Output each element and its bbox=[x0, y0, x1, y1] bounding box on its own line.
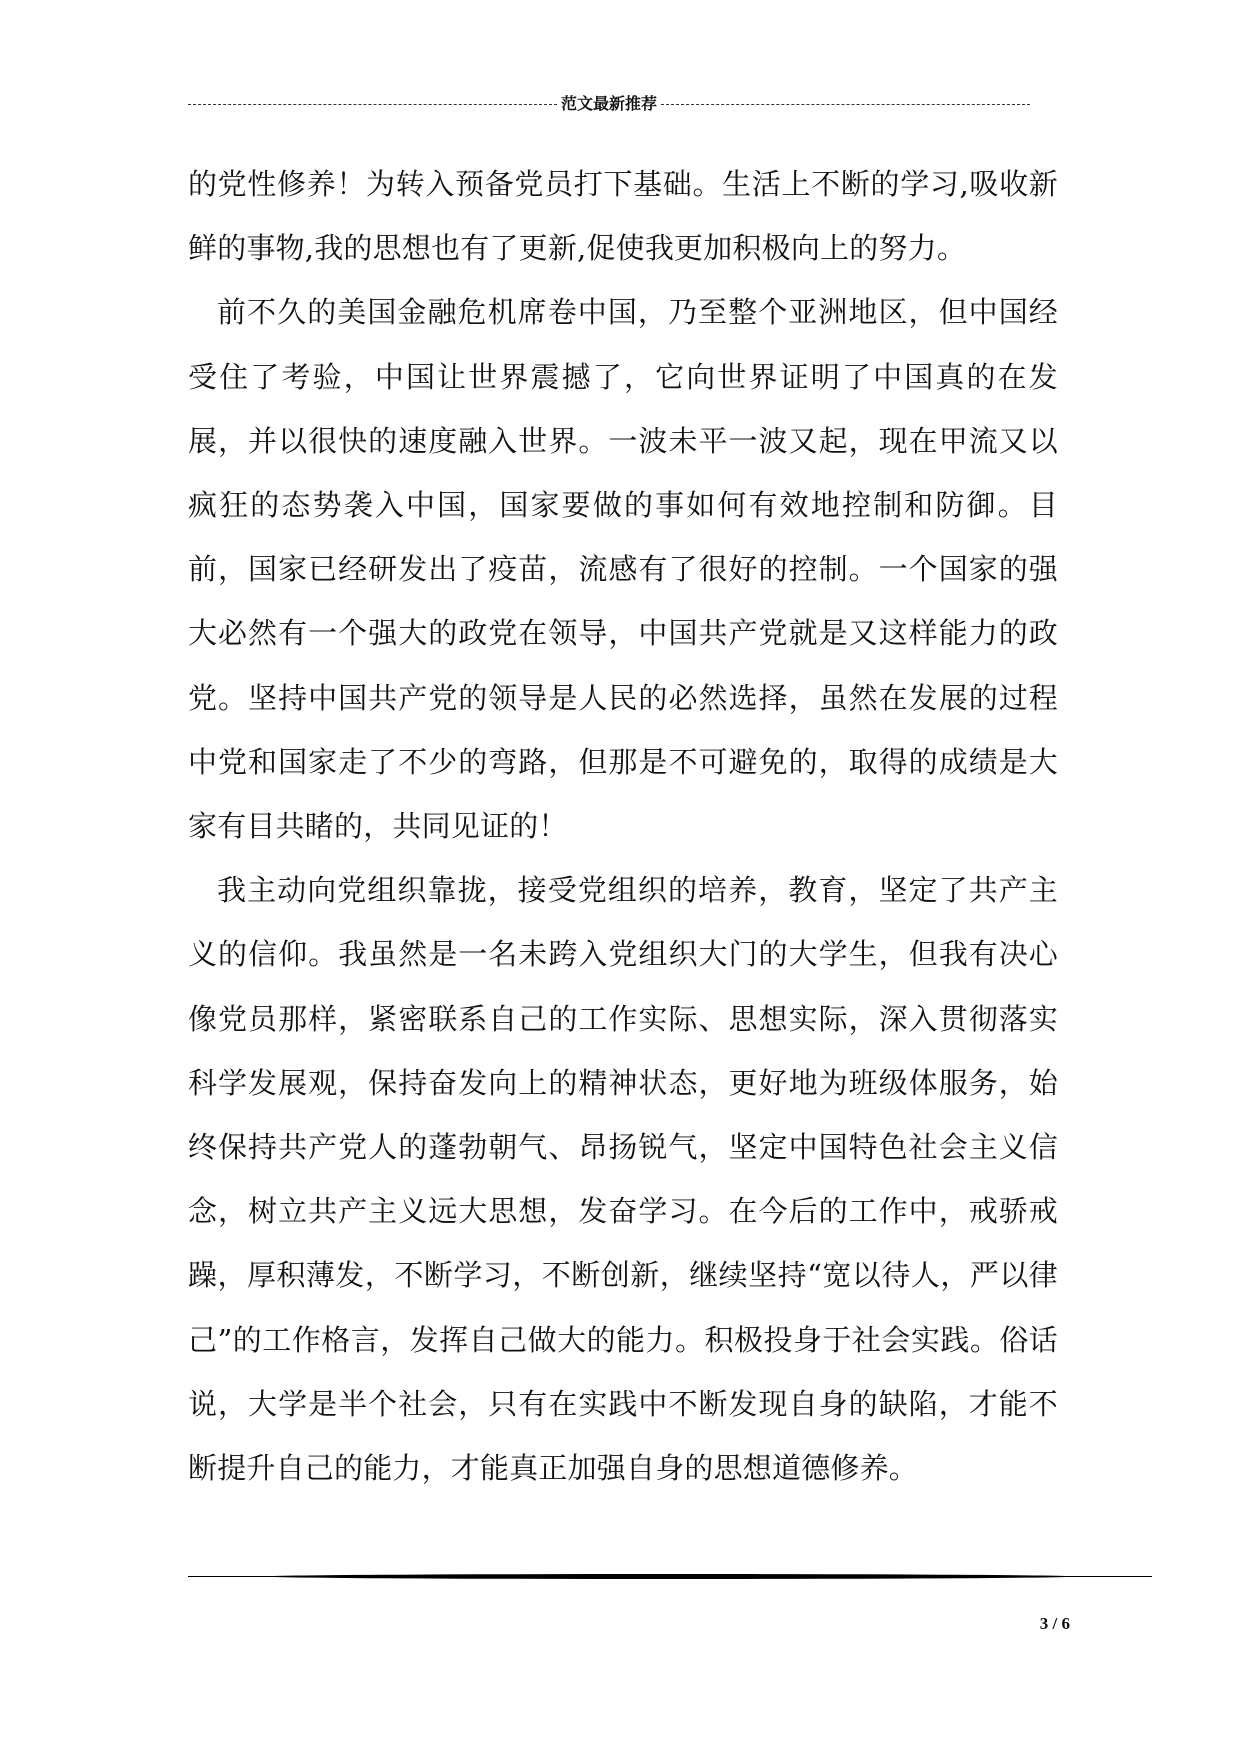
document-body bbox=[188, 152, 1058, 1500]
paragraph-1: 的党性修养！为转入预备党员打下基础。生活上不断的学习,吸收新鲜的事物,我的思想也有了更新,促使我更加积极向上的努力。 bbox=[188, 167, 1058, 266]
footer-divider bbox=[188, 1572, 1152, 1580]
footer-divider-thick-line bbox=[266, 1574, 1074, 1579]
header-title: 范文最新推荐 bbox=[561, 93, 658, 113]
paragraph-3: 我主动向党组织靠拢，接受党组织的培养，教育，坚定了共产主义的信仰。我虽然是一名未跨入党组织大门的大学生，但我有决心像党员那样，紧密联系自己的工作实际、思想实际，深入贯彻落实科学发展观，保持奋发向上的精神状态，更好地为班级体服务，始终保持共产党人的蓬勃朝气、昂扬锐气，坚定中国特色社会主义信念，树立共产主义远大思想，发奋学习。在今后的工作中，戒骄戒躁，厚积薄发，不断学习，不断创新，继续坚持“宽以待人，严以律己”的工作格言，发挥自己做大的能力。积极投身于社会实践。俗话说，大学是半个社会，只有在实践中不断发现自身的缺陷，才能不断提升自己的能力，才能真正加强自身的思想道德修养。 bbox=[188, 873, 1058, 1486]
page-header bbox=[188, 88, 1030, 116]
page-number: 3 / 6 bbox=[1039, 1614, 1070, 1633]
paragraph-2: 前不久的美国金融危机席卷中国，乃至整个亚洲地区，但中国经受住了考验，中国让世界震撼了，它向世界证明了中国真的在发展，并以很快的速度融入世界。一波未平一波又起，现在甲流又以疯狂的态势袭入中国，国家要做的事如何有效地控制和防御。目前，国家已经研发出了疫苗，流感有了很好的控制。一个国家的强大必然有一个强大的政党在领导，中国共产党就是又这样能力的政党。坚持中国共产党的领导是人民的必然选择，虽然在发展的过程中党和国家走了不少的弯路，但那是不可避免的，取得的成绩是大家有目共睹的，共同见证的！ bbox=[188, 295, 1058, 844]
header-dashed-line-right bbox=[661, 104, 1030, 105]
header-dashed-line-left bbox=[188, 104, 557, 105]
